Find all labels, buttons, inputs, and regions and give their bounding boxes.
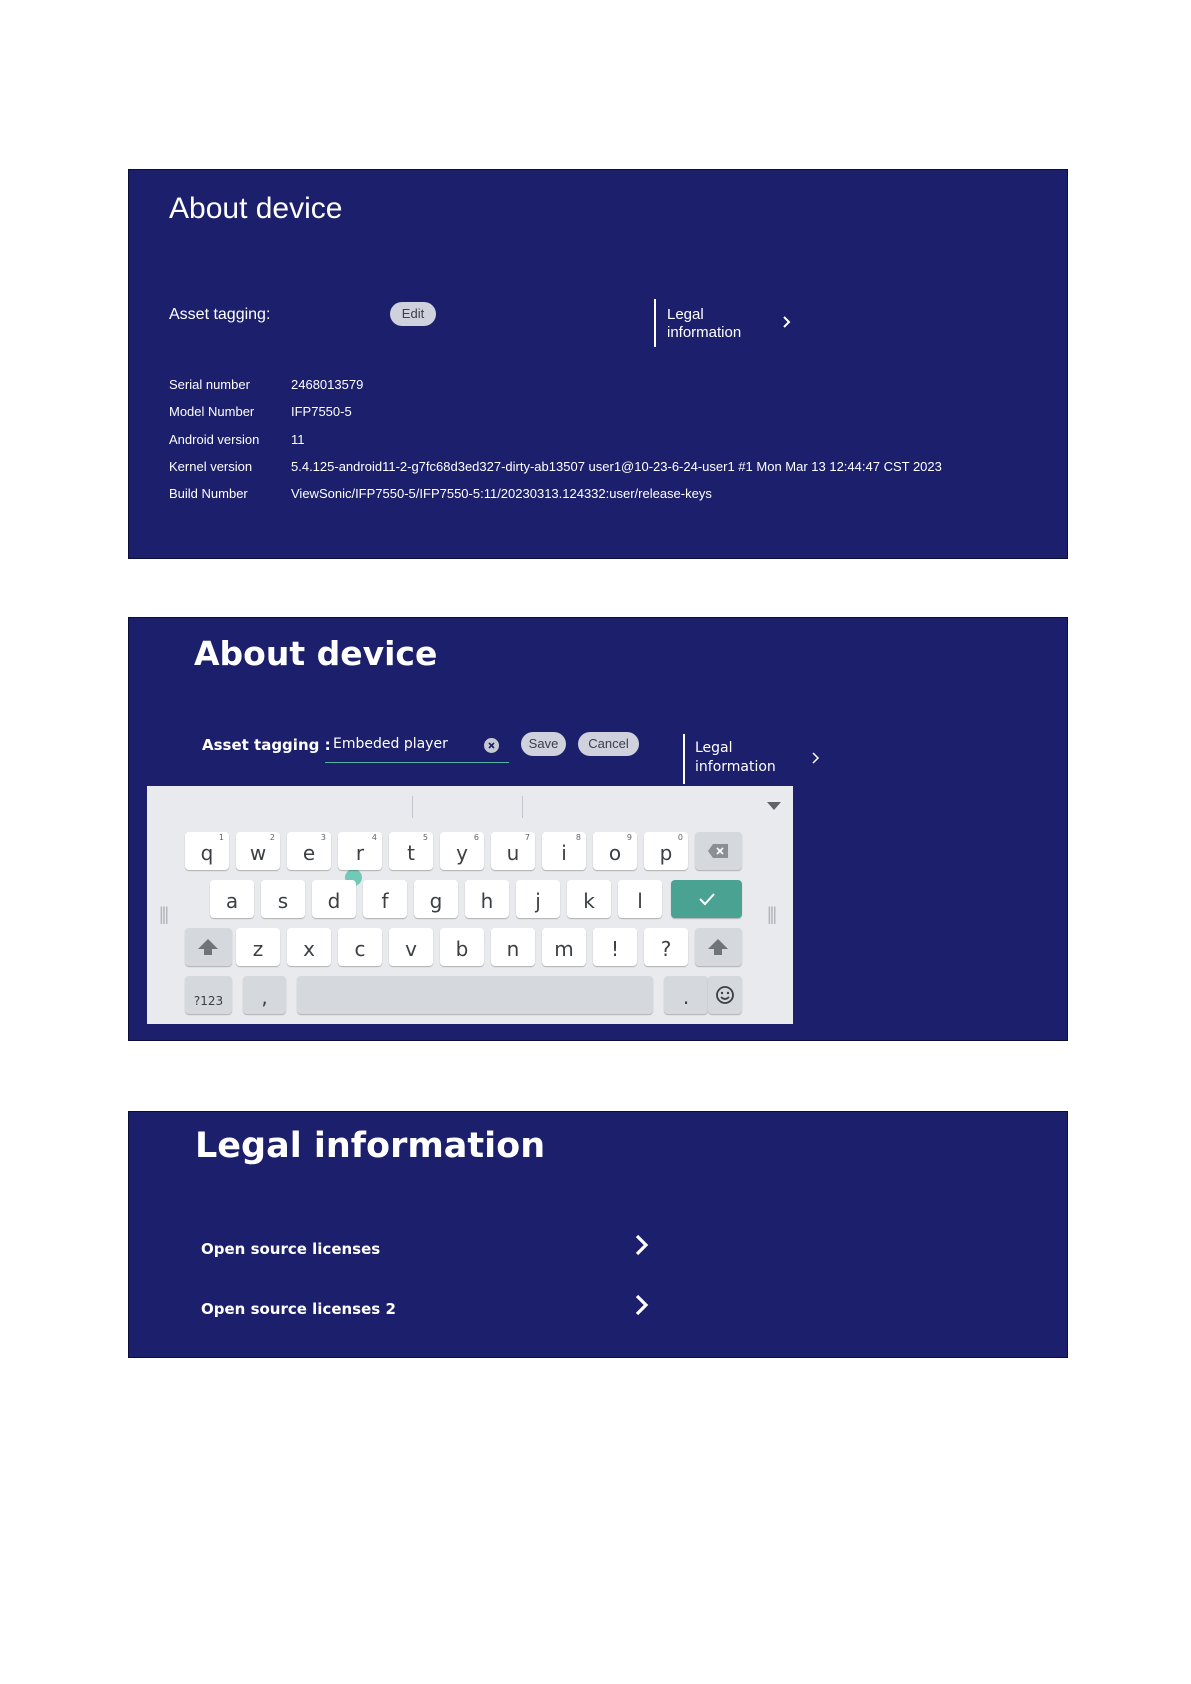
key-t[interactable]: t 5 (389, 832, 433, 870)
key-b[interactable]: b (440, 928, 484, 966)
info-label: Serial number (169, 377, 250, 392)
page-title: Legal information (195, 1126, 546, 1166)
info-value: 11 (291, 431, 305, 447)
key-z[interactable]: z (236, 928, 280, 966)
legal-divider (683, 734, 685, 784)
emoji-key[interactable] (708, 976, 742, 1014)
shift-key-left[interactable] (185, 928, 232, 966)
asset-tagging-label: Asset tagging : (202, 736, 331, 754)
key-d[interactable]: d (312, 880, 356, 918)
cancel-button[interactable]: Cancel (578, 732, 639, 756)
info-value: ViewSonic/IFP7550-5/IFP7550-5:11/20230313.124332:user/release-keys (291, 486, 712, 502)
info-value: IFP7550-5 (291, 404, 352, 420)
key-k[interactable]: k (567, 880, 611, 918)
open-source-licenses-2-item[interactable] (201, 1290, 661, 1326)
space-key[interactable] (297, 976, 653, 1014)
shift-icon (197, 937, 219, 957)
info-label: Kernel version (169, 458, 253, 474)
drag-handle-icon[interactable]: ||| (767, 904, 776, 924)
key-exclamation[interactable]: ! (593, 928, 637, 966)
key-y[interactable]: y 6 (440, 832, 484, 870)
legal-information-panel (128, 1111, 1068, 1358)
key-v[interactable]: v (389, 928, 433, 966)
info-value: 5.4.125-android11-2-g7fc68d3ed327-dirty-ab13507 user1@10-23-6-24-user1 #1 Mon Mar 13 12:44:47 CST 2023 (291, 458, 942, 474)
info-label: Android version (169, 431, 260, 447)
asset-tag-field[interactable] (325, 728, 509, 763)
emoji-icon (715, 985, 735, 1005)
legal-link-line1: Legal (667, 306, 704, 323)
info-row (169, 459, 942, 486)
asset-tagging-label: Asset tagging: (169, 306, 271, 323)
info-label: Model Number (169, 404, 255, 420)
list-item-label: Open source licenses (201, 1240, 381, 1258)
info-row (169, 377, 942, 404)
check-icon (698, 891, 716, 907)
device-info-table (169, 377, 942, 513)
key-f[interactable]: f (363, 880, 407, 918)
info-row (169, 404, 942, 431)
page-title: About device (169, 192, 343, 225)
key-g[interactable]: g (414, 880, 458, 918)
keyboard-hide-icon[interactable] (767, 802, 781, 810)
backspace-key[interactable] (695, 832, 742, 870)
info-row (169, 486, 942, 513)
open-source-licenses-item[interactable] (201, 1230, 661, 1266)
info-row (169, 432, 942, 459)
about-device-edit-panel (128, 617, 1068, 1041)
edit-button[interactable]: Edit (390, 302, 436, 326)
key-s[interactable]: s (261, 880, 305, 918)
key-p[interactable]: p 0 (644, 832, 688, 870)
shift-icon (707, 937, 729, 957)
key-q[interactable]: q 1 (185, 832, 229, 870)
legal-link-line2: information (695, 759, 776, 775)
chevron-right-icon (633, 1292, 651, 1318)
suggestion-divider (412, 796, 413, 818)
symbols-key[interactable]: ?123 (185, 976, 232, 1014)
asset-tag-input[interactable] (333, 736, 483, 752)
chevron-right-icon[interactable] (782, 315, 792, 329)
info-value: 2468013579 (291, 377, 364, 392)
key-e[interactable]: e 3 (287, 832, 331, 870)
key-j[interactable]: j (516, 880, 560, 918)
drag-handle-icon[interactable]: ||| (159, 904, 168, 924)
legal-link-line1: Legal (695, 740, 733, 756)
chevron-right-icon[interactable] (811, 751, 821, 765)
key-x[interactable]: x (287, 928, 331, 966)
about-device-panel (128, 169, 1068, 559)
key-question[interactable]: ? (644, 928, 688, 966)
legal-information-link[interactable] (695, 739, 776, 777)
save-button[interactable]: Save (521, 732, 566, 756)
list-item-label: Open source licenses 2 (201, 1300, 396, 1318)
info-label: Build Number (169, 486, 248, 502)
key-n[interactable]: n (491, 928, 535, 966)
key-a[interactable]: a (210, 880, 254, 918)
page-title: About device (194, 634, 438, 673)
legal-divider (654, 299, 656, 347)
key-i[interactable]: i 8 (542, 832, 586, 870)
suggestion-divider (522, 796, 523, 818)
comma-key[interactable]: , (243, 976, 286, 1014)
key-c[interactable]: c (338, 928, 382, 966)
legal-link-line2: information (667, 324, 742, 341)
key-l[interactable]: l (618, 880, 662, 918)
key-u[interactable]: u 7 (491, 832, 535, 870)
shift-key-right[interactable] (695, 928, 742, 966)
backspace-icon (707, 843, 729, 859)
key-h[interactable]: h (465, 880, 509, 918)
key-w[interactable]: w 2 (236, 832, 280, 870)
clear-icon[interactable] (484, 738, 499, 753)
period-key[interactable]: . (664, 976, 708, 1014)
enter-key[interactable] (671, 880, 742, 918)
key-o[interactable]: o 9 (593, 832, 637, 870)
key-m[interactable]: m (542, 928, 586, 966)
chevron-right-icon (633, 1232, 651, 1258)
on-screen-keyboard (147, 786, 793, 1024)
legal-information-link[interactable] (667, 306, 741, 342)
key-r[interactable]: r 4 (338, 832, 382, 870)
